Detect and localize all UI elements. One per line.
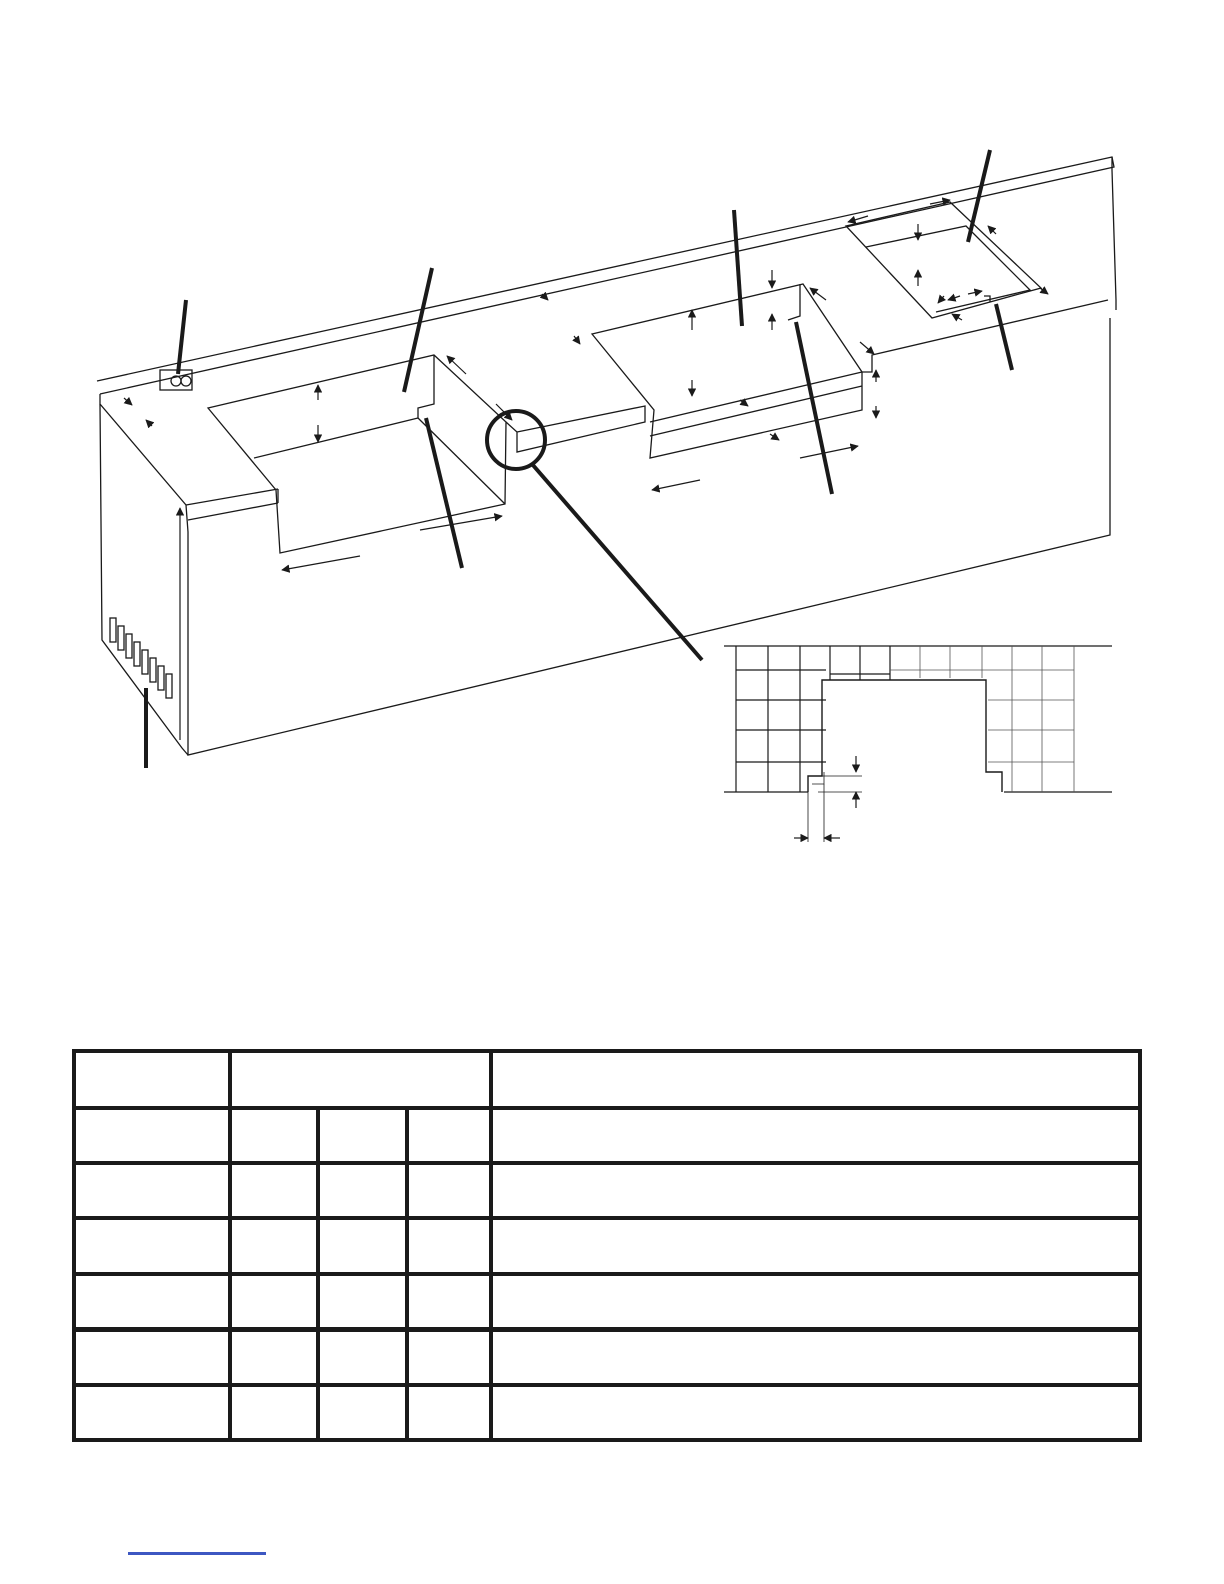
table-cell [407, 1385, 491, 1440]
header-cell [491, 1051, 1140, 1108]
table-row [74, 1274, 1140, 1330]
table-cell [230, 1385, 318, 1440]
table-cell [230, 1218, 318, 1273]
table-cell [230, 1108, 318, 1163]
table-cell [491, 1108, 1140, 1163]
dimension-arrows [124, 200, 1048, 740]
table-cell [491, 1274, 1140, 1330]
table-cell [230, 1163, 318, 1218]
table-cell [318, 1274, 407, 1330]
footer-link-underline[interactable] [128, 1552, 266, 1555]
table-cell [407, 1218, 491, 1273]
detail-dimension-arrows [794, 756, 856, 838]
table-cell [74, 1218, 230, 1273]
table-cell [230, 1274, 318, 1330]
table-cell [74, 1108, 230, 1163]
table-cell [74, 1163, 230, 1218]
detail-callout-circle [487, 411, 545, 469]
leader-lines [146, 150, 1012, 768]
table-cell [407, 1329, 491, 1385]
table-cell [407, 1274, 491, 1330]
vent-louvers [110, 618, 172, 698]
table-cell [74, 1329, 230, 1385]
detail-grid [724, 646, 1112, 792]
table-cell [318, 1108, 407, 1163]
table-row [74, 1385, 1140, 1440]
table-cell [491, 1163, 1140, 1218]
table-cell [74, 1385, 230, 1440]
table-cell [407, 1108, 491, 1163]
table-cell [318, 1218, 407, 1273]
table-cell [407, 1163, 491, 1218]
table-header-row [74, 1051, 1140, 1108]
header-cell [230, 1051, 491, 1108]
table-cell [491, 1218, 1140, 1273]
table-cell [491, 1329, 1140, 1385]
table-cell [491, 1385, 1140, 1440]
specification-table [72, 1049, 1142, 1442]
table-cell [318, 1163, 407, 1218]
table-row [74, 1163, 1140, 1218]
header-cell [74, 1051, 230, 1108]
table-row [74, 1218, 1140, 1273]
table-cell [74, 1274, 230, 1330]
cabinet-body [97, 157, 1116, 755]
table-row [74, 1108, 1140, 1163]
table-row [74, 1329, 1140, 1385]
table-cell [318, 1329, 407, 1385]
table-cell [230, 1329, 318, 1385]
table-cell [318, 1385, 407, 1440]
